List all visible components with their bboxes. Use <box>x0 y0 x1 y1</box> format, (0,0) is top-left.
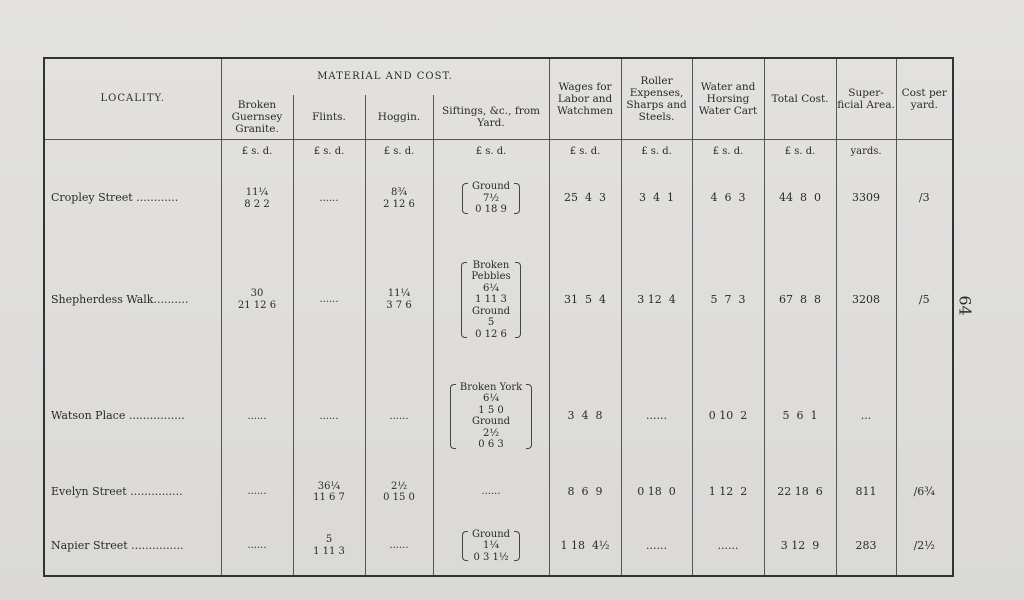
units-water: £ s. d. <box>692 140 764 163</box>
cell-line: ...... <box>319 294 339 306</box>
cell-line: 1 11 3 <box>313 545 345 557</box>
cell-line: 11¼ <box>245 187 269 199</box>
cell-line: Pebbles <box>471 271 511 283</box>
row-hoggin <box>365 234 433 365</box>
cost-table <box>43 57 954 577</box>
cell-line: 3 7 6 <box>386 299 412 311</box>
cell-line: ...... <box>481 486 501 498</box>
row-wages: 31 5 4 <box>549 234 621 365</box>
cell-line: 5 <box>325 534 333 546</box>
header-granite: Broken Guernsey Granite. <box>221 95 293 140</box>
table-row <box>44 163 953 235</box>
table-row <box>44 517 953 576</box>
cell-line: 11¼ <box>387 288 411 300</box>
header-water-cart: Water and Horsing Water Cart <box>692 58 764 140</box>
siftings-brace-group <box>462 181 520 216</box>
row-cost-per-yard <box>896 365 953 467</box>
cell-line: 0 3 1½ <box>473 551 509 563</box>
row-area: 3208 <box>836 234 896 365</box>
row-total: 5 6 1 <box>764 365 836 467</box>
cell-line: 1 11 3 <box>475 294 507 306</box>
units-locality <box>44 140 221 163</box>
cell-line: 1 5 0 <box>478 404 504 416</box>
cell-line: 2½ <box>390 480 408 492</box>
row-hoggin <box>365 468 433 517</box>
cell-line: 2½ <box>482 427 500 439</box>
row-hoggin <box>365 517 433 576</box>
cell-line: ...... <box>319 410 339 422</box>
row-roller: ...... <box>621 517 692 576</box>
row-flints <box>293 517 365 576</box>
row-locality: Cropley Street ............ <box>51 191 179 205</box>
row-area: 3309 <box>836 163 896 235</box>
table-row <box>44 365 953 467</box>
units-flints: £ s. d. <box>293 140 365 163</box>
row-flints <box>293 468 365 517</box>
units-roller: £ s. d. <box>621 140 692 163</box>
units-cost-per-yard <box>896 140 953 163</box>
row-locality: Shepherdess Walk.......... <box>51 292 189 306</box>
cell-line: 5 <box>487 317 495 329</box>
cell-line: Ground <box>471 181 511 193</box>
row-siftings <box>433 365 549 467</box>
cell-line: 21 12 6 <box>237 299 277 311</box>
header-cost-per-yard: Cost per yard. <box>896 58 953 140</box>
row-granite <box>221 163 293 235</box>
header-hoggin: Hoggin. <box>365 95 433 140</box>
cell-line: ...... <box>389 410 409 422</box>
cell-line: Broken <box>472 259 510 271</box>
table-row <box>44 234 953 365</box>
row-wages: 3 4 8 <box>549 365 621 467</box>
cell-line: 36¼ <box>317 480 341 492</box>
table-row <box>44 468 953 517</box>
cell-line: Ground <box>471 416 511 428</box>
row-wages: 1 18 4½ <box>549 517 621 576</box>
row-flints <box>293 163 365 235</box>
row-area: ... <box>836 365 896 467</box>
cell-line: 8 2 2 <box>244 198 270 210</box>
units-hoggin: £ s. d. <box>365 140 433 163</box>
cell-line: 7½ <box>482 192 500 204</box>
row-granite <box>221 517 293 576</box>
row-flints <box>293 234 365 365</box>
cell-line: 6¼ <box>482 393 500 405</box>
units-total: £ s. d. <box>764 140 836 163</box>
cell-line: 0 18 9 <box>475 204 507 216</box>
header-wages: Wages for Labor and Watchmen <box>549 58 621 140</box>
cell-line: ...... <box>247 486 267 498</box>
units-wages: £ s. d. <box>549 140 621 163</box>
header-superficial-area: Super-ficial Area. <box>836 58 896 140</box>
table-body <box>44 163 953 576</box>
cell-line: 8¾ <box>390 187 408 199</box>
units-granite: £ s. d. <box>221 140 293 163</box>
cell-line: ...... <box>389 540 409 552</box>
cell-line: 0 12 6 <box>475 328 507 340</box>
row-roller: 3 4 1 <box>621 163 692 235</box>
row-locality: Napier Street ............... <box>51 538 184 552</box>
cell-line: 2 12 6 <box>383 198 415 210</box>
row-hoggin <box>365 163 433 235</box>
row-locality: Watson Place ................ <box>51 409 185 423</box>
row-water: 4 6 3 <box>692 163 764 235</box>
cell-line: ...... <box>247 540 267 552</box>
row-granite <box>221 234 293 365</box>
siftings-brace-group <box>450 382 532 451</box>
cell-line: 1¼ <box>482 540 500 551</box>
row-roller: 0 18 0 <box>621 468 692 517</box>
cell-line: Broken York <box>459 381 523 393</box>
row-water: 5 7 3 <box>692 234 764 365</box>
siftings-brace-group <box>462 529 520 564</box>
row-siftings <box>433 517 549 576</box>
row-area: 283 <box>836 517 896 576</box>
cell-line: ...... <box>319 192 339 204</box>
row-granite <box>221 468 293 517</box>
row-siftings <box>433 234 549 365</box>
cell-line: 6¼ <box>482 282 500 294</box>
row-total: 3 12 9 <box>764 517 836 576</box>
cell-line: Ground <box>471 528 511 540</box>
cell-line: 30 <box>250 288 264 300</box>
row-water: ...... <box>692 517 764 576</box>
header-roller-expenses: Roller Expenses, Sharps and Steels. <box>621 58 692 140</box>
row-cost-per-yard: /2½ <box>896 517 953 576</box>
row-hoggin <box>365 365 433 467</box>
row-siftings <box>433 468 549 517</box>
header-flints: Flints. <box>293 95 365 140</box>
row-roller: ...... <box>621 365 692 467</box>
cell-line: 0 6 3 <box>478 439 504 451</box>
row-roller: 3 12 4 <box>621 234 692 365</box>
row-water: 0 10 2 <box>692 365 764 467</box>
row-area: 811 <box>836 468 896 517</box>
row-cost-per-yard: /3 <box>896 163 953 235</box>
header-material-and-cost: MATERIAL AND COST. <box>221 58 549 95</box>
header-locality: LOCALITY. <box>44 58 221 140</box>
cell-line: 0 15 0 <box>383 492 415 504</box>
cell-line: 11 6 7 <box>313 492 345 504</box>
row-wages: 25 4 3 <box>549 163 621 235</box>
page-number: 64 <box>955 295 975 316</box>
row-cost-per-yard: /5 <box>896 234 953 365</box>
row-total: 44 8 0 <box>764 163 836 235</box>
row-siftings <box>433 163 549 235</box>
row-total: 67 8 8 <box>764 234 836 365</box>
row-granite <box>221 365 293 467</box>
row-locality: Evelyn Street ............... <box>51 484 183 498</box>
units-siftings: £ s. d. <box>433 140 549 163</box>
cell-line: ...... <box>247 410 267 422</box>
header-total-cost: Total Cost. <box>764 58 836 140</box>
units-area: yards. <box>836 140 896 163</box>
row-wages: 8 6 9 <box>549 468 621 517</box>
row-flints <box>293 365 365 467</box>
header-siftings: Siftings, &c., from Yard. <box>433 95 549 140</box>
row-cost-per-yard: /6¾ <box>896 468 953 517</box>
cell-line: Ground <box>471 305 511 317</box>
siftings-brace-group <box>461 260 520 341</box>
row-water: 1 12 2 <box>692 468 764 517</box>
row-total: 22 18 6 <box>764 468 836 517</box>
